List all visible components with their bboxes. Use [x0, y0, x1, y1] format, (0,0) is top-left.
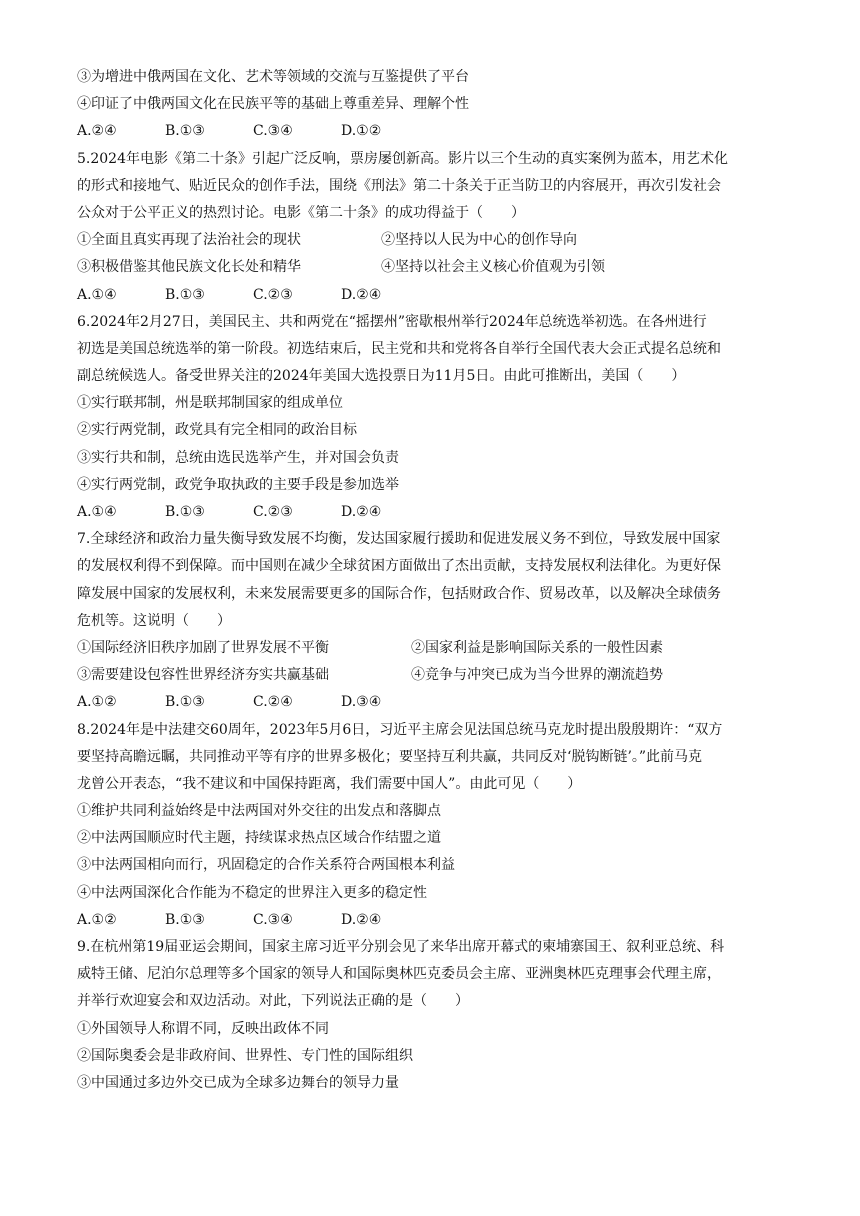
q7-stem-line-1: 7.全球经济和政治力量失衡导致发展不均衡，发达国家履行援助和促进发展义务不到位，导致发展中国家 — [77, 531, 721, 548]
q4-item-4: ④印证了中俄两国文化在民族平等的基础上尊重差异、理解个性 — [77, 96, 469, 113]
q6-option-a: A.①④ — [77, 504, 117, 520]
q6-item-2: ②实行两党制，政党具有完全相同的政治目标 — [77, 422, 357, 439]
q7-stem-line-2: 的发展权利得不到保障。而中国则在减少全球贫困方面做出了杰出贡献，支持发展权利法律化。为更好保 — [77, 558, 721, 575]
q6-stem-line-3: 副总统候选人。备受世界关注的2024年美国大选投票日为11月5日。由此可推断出，美国（ ） — [77, 368, 686, 385]
q5-option-c: C.②③ — [253, 286, 293, 303]
q4-option-a: A.②④ — [77, 123, 117, 140]
q5-option-a: A.①④ — [77, 286, 117, 303]
q8-option-c: C.③④ — [253, 911, 293, 928]
q5-stem-line-2: 的形式和接地气、贴近民众的创作手法，围绕《刑法》第二十条关于正当防卫的内容展开，再次引发社会 — [77, 177, 721, 194]
q5-option-b: B.①③ — [165, 286, 205, 303]
q8-options — [77, 907, 793, 934]
q4-item-3: ③为增进中俄两国在文化、艺术等领域的交流与互鉴提供了平台 — [77, 69, 469, 85]
q7-option-a: A.①② — [77, 694, 117, 711]
q4-options — [77, 118, 793, 145]
q9-item-2: ②国际奥委会是非政府间、世界性、专门性的国际组织 — [77, 1047, 413, 1064]
q5-stem-line-1: 5.2024年电影《第二十条》引起广泛反响，票房屡创新高。影片以三个生动的真实案例为蓝本，用艺术化 — [77, 150, 728, 167]
q7-option-b: B.①③ — [165, 694, 205, 711]
q7-stem-line-4: 危机等。这说明（ ） — [77, 612, 231, 629]
q7-options — [77, 689, 793, 716]
q9-stem-line-2: 威特王储、尼泊尔总理等多个国家的领导人和国际奥林匹克委员会主席、亚洲奥林匹克理事会代理主席， — [77, 966, 721, 983]
q6-item-3: ③实行共和制，总统由选民选举产生，并对国会负责 — [77, 449, 399, 466]
q6-stem-line-2: 初选是美国总统选举的第一阶段。初选结束后，民主党和共和党将各自举行全国代表大会正式提名总统和 — [77, 340, 721, 357]
q5-items-row-1 — [77, 227, 793, 254]
q5-item-1: ①全面且真实再现了法治社会的现状 — [77, 232, 301, 249]
q7-items-row-1 — [77, 635, 793, 662]
q5-items-row-2 — [77, 254, 793, 281]
q5-item-2: ②坚持以人民为中心的创作导向 — [381, 232, 577, 249]
q5-item-4: ④坚持以社会主义核心价值观为引领 — [381, 259, 605, 276]
q9-stem-line-1: 9.在杭州第19届亚运会期间，国家主席习近平分别会见了来华出席开幕式的柬埔寨国王、叙利亚总统、科 — [77, 939, 725, 955]
q6-option-b: B.①③ — [165, 504, 205, 520]
q8-item-2: ②中法两国顺应时代主题，持续谋求热点区域合作结盟之道 — [77, 830, 441, 847]
q7-item-1: ①国际经济旧秩序加剧了世界发展不平衡 — [77, 639, 329, 656]
q7-item-3: ③需要建设包容性世界经济夯实共赢基础 — [77, 667, 329, 684]
q8-option-b: B.①③ — [165, 911, 205, 928]
exam-page — [77, 64, 793, 1097]
q7-option-c: C.②④ — [253, 694, 293, 711]
q7-item-2: ②国家利益是影响国际关系的一般性因素 — [411, 639, 663, 656]
q4-option-b: B.①③ — [165, 123, 205, 140]
q6-option-c: C.②③ — [253, 504, 293, 520]
q4-option-d: D.①② — [341, 123, 382, 140]
q7-item-4: ④竞争与冲突已成为当今世界的潮流趋势 — [411, 667, 663, 684]
q7-stem-line-3: 障发展中国家的发展权利，未来发展需要更多的国际合作，包括财政合作、贸易改革，以及解决全球债务 — [77, 585, 721, 602]
q6-item-4: ④实行两党制，政党争取执政的主要手段是参加选举 — [77, 476, 399, 493]
q8-stem-line-2: 要坚持高瞻远瞩，共同推动平等有序的世界多极化；要坚持互利共赢，共同反对‘脱钩断链’。”此前马克 — [77, 748, 703, 765]
q8-item-1: ①维护共同利益始终是中法两国对外交往的出发点和落脚点 — [77, 803, 441, 820]
q7-option-d: D.③④ — [341, 694, 382, 711]
q9-item-1: ①外国领导人称谓不同，反映出政体不同 — [77, 1020, 329, 1037]
q9-stem-line-3: 并举行欢迎宴会和双边活动。对此，下列说法正确的是（ ） — [77, 993, 469, 1010]
q4-option-c: C.③④ — [253, 123, 293, 140]
q5-option-d: D.②④ — [341, 286, 382, 303]
q8-item-4: ④中法两国深化合作能为不稳定的世界注入更多的稳定性 — [77, 884, 427, 901]
q6-options — [77, 499, 793, 526]
q5-item-3: ③积极借鉴其他民族文化长处和精华 — [77, 259, 301, 276]
q8-item-3: ③中法两国相向而行，巩固稳定的合作关系符合两国根本利益 — [77, 857, 455, 874]
q8-option-d: D.②④ — [341, 911, 382, 928]
q5-options — [77, 282, 793, 309]
q7-items-row-2 — [77, 662, 793, 689]
q5-stem-line-3: 公众对于公平正义的热烈讨论。电影《第二十条》的成功得益于（ ） — [77, 204, 525, 221]
q6-stem-line-1: 6.2024年2月27日，美国民主、共和两党在“摇摆州”密歇根州举行2024年总统选举初选。在各州进行 — [77, 313, 707, 330]
q8-stem-line-3: 龙曾公开表态，“我不建议和中国保持距离，我们需要中国人”。由此可见（ ） — [77, 775, 582, 792]
q8-option-a: A.①② — [77, 911, 117, 928]
q6-item-1: ①实行联邦制，州是联邦制国家的组成单位 — [77, 395, 343, 412]
q6-option-d: D.②④ — [341, 504, 382, 520]
q9-item-3: ③中国通过多边外交已成为全球多边舞台的领导力量 — [77, 1074, 399, 1091]
q8-stem-line-1: 8.2024年是中法建交60周年，2023年5月6日，习近平主席会见法国总统马克龙时提出殷殷期许：“双方 — [77, 721, 723, 738]
